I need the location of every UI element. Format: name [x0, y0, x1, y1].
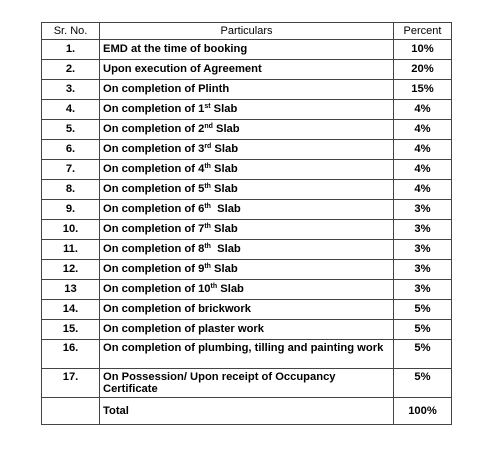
particulars-text: On completion of 10 [103, 283, 211, 295]
particulars-text: On completion of 2 [103, 123, 205, 135]
row-particulars [100, 120, 394, 140]
row-percent: 3% [394, 200, 452, 220]
row-particulars [100, 140, 394, 160]
particulars-suffix-text: Slab [210, 163, 238, 175]
total-sr [42, 398, 100, 425]
particulars-suffix-text: Slab [211, 143, 239, 155]
row-particulars [100, 280, 394, 300]
table-row [42, 100, 452, 120]
table-row [42, 280, 452, 300]
row-particulars [100, 40, 394, 60]
table-row [42, 240, 452, 260]
row-particulars [100, 260, 394, 280]
row-particulars [100, 220, 394, 240]
row-particulars [100, 100, 394, 120]
row-particulars [100, 369, 394, 398]
particulars-text: On completion of 5 [103, 183, 205, 195]
row-particulars [100, 160, 394, 180]
total-percent: 100% [394, 398, 452, 425]
row-sr-no: 4. [42, 100, 100, 120]
row-particulars [100, 200, 394, 220]
row-percent: 15% [394, 80, 452, 100]
row-sr-no: 7. [42, 160, 100, 180]
row-particulars [100, 320, 394, 340]
row-percent: 5% [394, 320, 452, 340]
table-row [42, 260, 452, 280]
table-row [42, 220, 452, 240]
particulars-text: On completion of Plinth [103, 83, 230, 95]
row-particulars [100, 80, 394, 100]
row-particulars [100, 60, 394, 80]
table-row [42, 180, 452, 200]
header-percent: Percent [394, 23, 452, 40]
ordinal-suffix: rd [204, 143, 212, 150]
row-percent: 4% [394, 140, 452, 160]
row-sr-no: 5. [42, 120, 100, 140]
row-sr-no: 16. [42, 340, 100, 369]
particulars-suffix-text: Slab [210, 243, 241, 255]
table-row [42, 140, 452, 160]
particulars-suffix-text: Slab [210, 223, 238, 235]
ordinal-suffix: st [204, 103, 211, 110]
table-row [42, 369, 452, 398]
particulars-text: On completion of plaster work [103, 323, 264, 335]
particulars-text: On completion of 9 [103, 263, 205, 275]
row-sr-no: 3. [42, 80, 100, 100]
particulars-text: On completion of 3 [103, 143, 205, 155]
row-percent: 3% [394, 220, 452, 240]
row-percent: 3% [394, 280, 452, 300]
table-row [42, 80, 452, 100]
particulars-text: On completion of 1 [103, 103, 205, 115]
row-sr-no: 2. [42, 60, 100, 80]
particulars-suffix-text: Slab [210, 263, 238, 275]
table-row [42, 160, 452, 180]
table-row [42, 300, 452, 320]
ordinal-suffix: th [204, 203, 211, 210]
row-particulars [100, 180, 394, 200]
row-sr-no: 10. [42, 220, 100, 240]
row-percent: 5% [394, 300, 452, 320]
row-sr-no: 11. [42, 240, 100, 260]
row-percent: 20% [394, 60, 452, 80]
particulars-text: On completion of 8 [103, 243, 205, 255]
header-sr-no: Sr. No. [42, 23, 100, 40]
particulars-suffix-text: Slab [210, 103, 238, 115]
header-row [42, 23, 452, 40]
row-particulars [100, 340, 394, 369]
particulars-text: On completion of plumbing, tilling and painting work [103, 342, 384, 354]
ordinal-suffix: th [210, 283, 218, 290]
table-body [42, 40, 452, 398]
row-percent: 4% [394, 100, 452, 120]
table-row [42, 120, 452, 140]
ordinal-suffix: th [204, 223, 211, 230]
ordinal-suffix: nd [204, 123, 213, 130]
row-percent: 4% [394, 180, 452, 200]
particulars-text: On Possession/ Upon receipt of Occupancy Certificate [103, 371, 336, 395]
particulars-suffix-text: Slab [212, 123, 240, 135]
ordinal-suffix: th [204, 183, 211, 190]
row-percent: 4% [394, 160, 452, 180]
table-row [42, 340, 452, 369]
particulars-text: On completion of 6 [103, 203, 205, 215]
row-sr-no: 8. [42, 180, 100, 200]
total-row [42, 398, 452, 425]
particulars-text: On completion of 7 [103, 223, 205, 235]
particulars-text: On completion of 4 [103, 163, 205, 175]
row-percent: 5% [394, 369, 452, 398]
row-percent: 3% [394, 240, 452, 260]
table-row [42, 40, 452, 60]
row-sr-no: 14. [42, 300, 100, 320]
row-sr-no: 6. [42, 140, 100, 160]
table-row [42, 60, 452, 80]
ordinal-suffix: th [204, 263, 211, 270]
table-row [42, 320, 452, 340]
ordinal-suffix: th [204, 163, 211, 170]
row-percent: 4% [394, 120, 452, 140]
row-percent: 5% [394, 340, 452, 369]
payment-schedule-table [41, 22, 452, 425]
row-particulars [100, 240, 394, 260]
row-percent: 10% [394, 40, 452, 60]
particulars-text: Upon execution of Agreement [103, 63, 262, 75]
ordinal-suffix: th [204, 243, 211, 250]
particulars-suffix-text: Slab [210, 203, 241, 215]
particulars-suffix-text: Slab [217, 283, 244, 295]
row-sr-no: 9. [42, 200, 100, 220]
row-sr-no: 15. [42, 320, 100, 340]
particulars-text: EMD at the time of booking [103, 43, 248, 55]
header-particulars: Particulars [100, 23, 394, 40]
row-particulars [100, 300, 394, 320]
row-sr-no: 13 [42, 280, 100, 300]
row-sr-no: 1. [42, 40, 100, 60]
total-label: Total [100, 398, 394, 425]
particulars-text: On completion of brickwork [103, 303, 251, 315]
particulars-suffix-text: Slab [210, 183, 238, 195]
row-sr-no: 12. [42, 260, 100, 280]
row-percent: 3% [394, 260, 452, 280]
table-row [42, 200, 452, 220]
row-sr-no: 17. [42, 369, 100, 398]
